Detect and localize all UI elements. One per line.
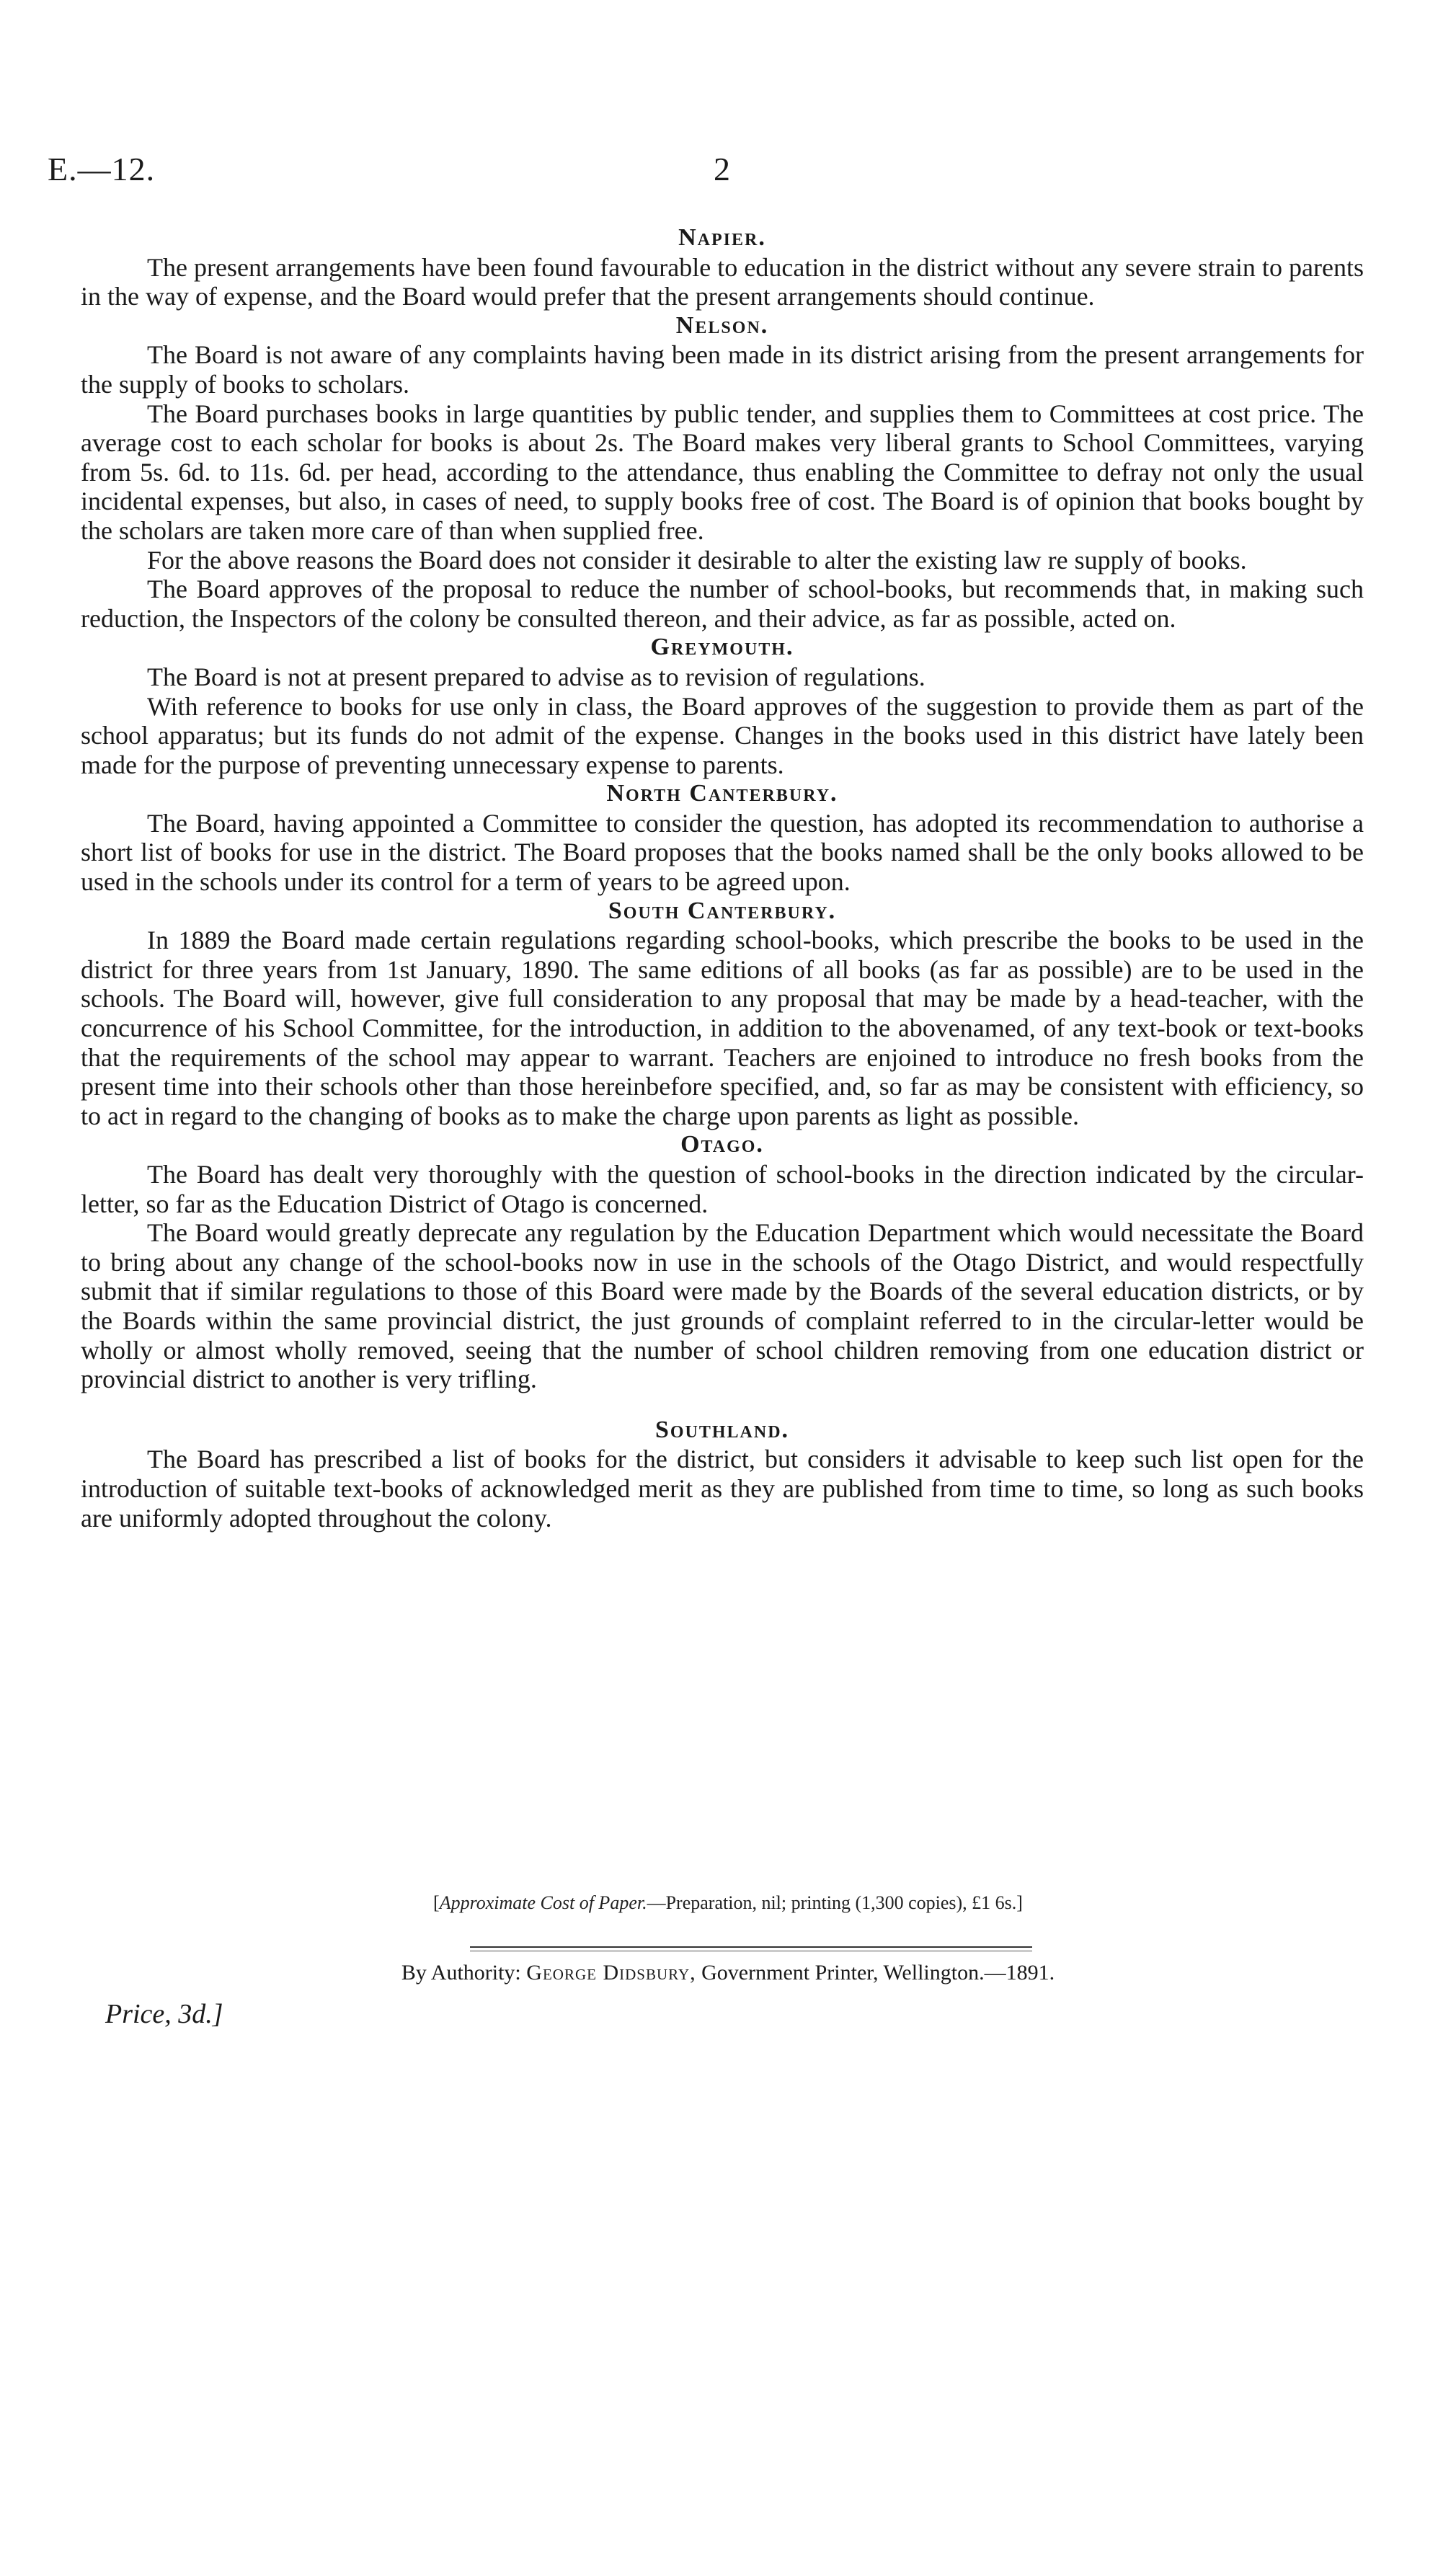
paragraph: The Board has prescribed a list of books for the district, but considers it advisable to keep such list open for the introduction of suitable text-books of acknowledged merit as they are published from time to time, so long as such books are uniformly adopted throughout the colony. <box>81 1445 1364 1533</box>
price-note: Price, 3d.] <box>105 1999 223 2029</box>
paragraph: The Board, having appointed a Committee to consider the question, has adopted its recommendation to authorise a short list of books for use in the district. The Board proposes that the books named shall be the only books allowed to be used in the schools under its control for a term of years to be agreed upon. <box>81 808 1364 897</box>
document-reference: E.—12. <box>48 151 156 187</box>
paragraph: The Board is not aware of any complaints having been made in its district arising from the present arrangements for the supply of books to scholars. <box>81 340 1364 399</box>
paragraph: The Board would greatly deprecate any regulation by the Education Department which would necessitate the Board to bring about any change of the school-books now in use in the schools of the Otago District, and would respectfully submit that if similar regulations to those of this Board were made by the Boards of the several education districts, or by the Boards within the same provincial district, the just grounds of complaint referred to in the circular-letter would be wholly or almost wholly removed, seeing that the number of school children removing from one education district or provincial district to another is very trifling. <box>81 1218 1364 1394</box>
section-heading-nelson: Nelson. <box>675 311 769 339</box>
cost-detail: —Preparation, nil; printing (1,300 copies), £1 6s. <box>647 1892 1017 1913</box>
section-heading-south-canterbury: South Canterbury. <box>608 897 837 924</box>
section-heading-greymouth: Greymouth. <box>650 634 794 661</box>
paragraph: In 1889 the Board made certain regulations regarding school-books, which prescribe the books to be used in the district for three years from 1st January, 1890. The same editions of all books (as far as possible) are to be used in the schools. The Board will, however, give full consideration to any proposal that may be made by a head-teacher, with the concurrence of his School Committee, for the introduction, in addition to the abovenamed, of any text-book or text-books that the requirements of the school may appear to warrant. Teachers are enjoined to introduce no fresh books from the present time into their schools other than those hereinbefore specified, and, so far as may be consistent with efficiency, so to act in regard to the changing of books as to make the charge upon parents as light as possible. <box>81 926 1364 1130</box>
printer-name: George Didsbury, <box>526 1961 696 1985</box>
paragraph: For the above reasons the Board does not consider it desirable to alter the existing law re supply of books. <box>147 545 1247 575</box>
section-heading-otago: Otago. <box>680 1131 764 1158</box>
printer-suffix: Government Printer, Wellington.—1891. <box>701 1961 1055 1985</box>
paragraph: The Board is not at present prepared to advise as to revision of regulations. <box>147 662 925 691</box>
paragraph: The Board purchases books in large quantities by public tender, and supplies them to Committees at cost price. The average cost to each scholar for books is about 2s. The Board makes very liberal grants to School Committees, varying from 5s. 6d. to 11s. 6d. per head, according to the attendance, thus enabling the Committee to defray not only the usual incidental expenses, but also, in cases of need, to supply books free of cost. The Board is of opinion that books bought by the scholars are taken more care of than when supplied free. <box>81 399 1364 545</box>
document-body <box>81 223 1364 1533</box>
cost-label: Approximate Cost of Paper. <box>439 1892 647 1913</box>
paragraph: With reference to books for use only in class, the Board approves of the suggestion to provide them as part of the school apparatus; but its funds do not admit of the expense. Changes in the books used in this district have lately been made for the purpose of preventing unnecessary expense to parents. <box>81 691 1364 779</box>
authority-prefix: By Authority: <box>401 1961 521 1985</box>
page-number: 2 <box>714 151 730 187</box>
section-heading-north-canterbury: North Canterbury. <box>606 780 838 807</box>
printer-imprint <box>0 1961 1456 1985</box>
cost-note: [Approximate Cost of Paper.—Preparation, nil; printing (1,300 copies), £1 6s.] <box>433 1892 1023 1913</box>
paragraph: The Board has dealt very thoroughly with the question of school-books in the direction indicated by the circular-letter, so far as the Education District of Otago is concerned. <box>81 1160 1364 1218</box>
section-heading-southland: Southland. <box>654 1416 790 1443</box>
paragraph: The present arrangements have been found favourable to education in the district without any severe strain to parents in the way of expense, and the Board would prefer that the present arrangements should continue. <box>81 252 1364 311</box>
section-heading-napier: Napier. <box>678 224 766 251</box>
paragraph: The Board approves of the proposal to reduce the number of school-books, but recommends that, in making such reduction, the Inspectors of the colony be consulted thereon, and their advice, as far as possible, acted on. <box>81 575 1364 633</box>
divider <box>470 1946 1032 1948</box>
